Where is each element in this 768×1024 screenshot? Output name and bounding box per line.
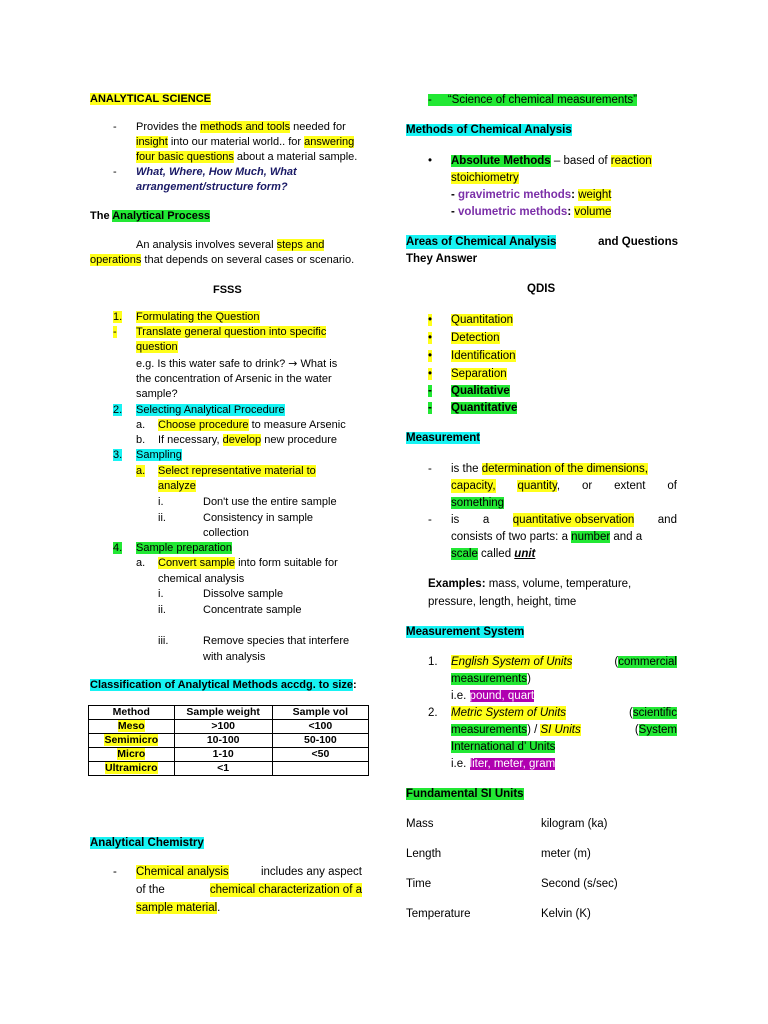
step-1-sub-line-2: question [136, 341, 178, 353]
qdis-item-label: Qualitative [451, 385, 510, 397]
table-header-row [89, 706, 369, 720]
table-cell-method: Semimicro [89, 734, 175, 748]
step-2-number: 2. [113, 404, 123, 416]
step-3-label: Sampling [136, 449, 182, 461]
step-1-example-line-2: the concentration of Arsenic in the water [136, 373, 332, 385]
volumetric-line: - volumetric methods: volume [451, 206, 612, 218]
intro-line-1: Provides the methods and tools needed for [136, 121, 346, 133]
system-number-1: 1. [428, 656, 438, 668]
step-2b-text: If necessary, develop new procedure [158, 434, 337, 446]
metric-system-line-1: Metric System of Units (scientific [451, 707, 677, 719]
table-cell: <1 [174, 762, 272, 776]
qdis-item: • [428, 350, 433, 362]
table-cell: 1-10 [174, 748, 272, 762]
step-2a-text: Choose procedure to measure Arsenic [158, 419, 346, 431]
process-paragraph-line-1: An analysis involves several steps and [136, 239, 325, 251]
qdis-item: • [428, 332, 433, 344]
quote-line: - “Science of chemical measurements” [428, 94, 638, 106]
metric-system-line-3: International d’ Units [451, 741, 556, 753]
step-4iii-line-1: Remove species that interfere [203, 635, 350, 647]
absolute-methods-bullet: • [428, 155, 433, 167]
analytical-chemistry-heading: Analytical Chemistry [90, 837, 204, 849]
table-cell: 10-100 [174, 734, 272, 748]
qdis-item: • [428, 368, 433, 380]
fsss-title: FSSS [213, 284, 242, 296]
step-4i-text: Dissolve sample [203, 588, 284, 600]
table-header-cell: Sample weight [174, 706, 272, 720]
step-4ii-numeral: ii. [158, 604, 166, 616]
four-questions-line-1: What, Where, How Much, What [136, 166, 297, 178]
si-quantity: Time [406, 878, 432, 890]
table-cell-method: Ultramicro [89, 762, 175, 776]
chem-line-1: Chemical analysis includes any aspect [136, 866, 362, 878]
measurement-dash-2: - [428, 514, 432, 526]
qdis-item-label: Quantitative [451, 402, 518, 414]
measurement-dash-1: - [428, 463, 432, 475]
step-2-label: Selecting Analytical Procedure [136, 404, 285, 416]
step-3i-numeral: i. [158, 496, 164, 508]
measurement-line-4: is a quantitative observation and [451, 514, 677, 526]
table-cell-method: Micro [89, 748, 175, 762]
si-quantity: Mass [406, 818, 434, 830]
measurement-line-5: consists of two parts: a number and a [451, 531, 643, 543]
step-1-example-line-3: sample? [136, 388, 178, 400]
table-row [89, 720, 369, 734]
analytical-process-heading: The Analytical Process [90, 210, 211, 222]
step-3-number: 3. [113, 449, 123, 461]
si-quantity: Temperature [406, 908, 471, 920]
heading-analytical-science: ANALYTICAL SCIENCE [90, 93, 212, 105]
step-4a-line-2: chemical analysis [158, 573, 245, 585]
metric-system-line-2: measurements) / SI Units (System [451, 724, 677, 736]
step-3ii-numeral: ii. [158, 512, 166, 524]
step-1-label: Formulating the Question [136, 311, 260, 323]
measurement-line-3: something [451, 497, 505, 509]
qdis-item-label: Separation [451, 368, 507, 380]
step-4iii-line-2: with analysis [203, 651, 266, 663]
english-system-line-3: i.e. pound, quart [451, 690, 535, 702]
table-row [89, 734, 369, 748]
step-4ii-text: Concentrate sample [203, 604, 302, 616]
absolute-methods-line-2: stoichiometry [451, 172, 519, 184]
qdis-item-label: Detection [451, 332, 500, 344]
step-3i-text: Don't use the entire sample [203, 496, 337, 508]
table-cell: 50-100 [272, 734, 368, 748]
intro-bullet-dash: - [113, 121, 117, 133]
table-header-cell: Method [89, 706, 175, 720]
qdis-item: - [428, 385, 432, 397]
si-quantity: Length [406, 848, 442, 860]
qdis-item: - [428, 402, 432, 414]
table-cell: <100 [272, 720, 368, 734]
chem-line-2: of the chemical characterization of a [136, 884, 362, 896]
english-system-line-1: English System of Units (commercial [451, 656, 677, 668]
table-row [89, 762, 369, 776]
methods-heading: Methods of Chemical Analysis [406, 124, 572, 136]
step-4-label: Sample preparation [136, 542, 233, 554]
chem-line-3: sample material. [136, 902, 221, 914]
step-1-number: 1. [113, 311, 123, 323]
areas-heading-line-2: They Answer [406, 253, 478, 265]
step-1-sub-line-1: Translate general question into specific [136, 326, 327, 338]
step-2b-letter: b. [136, 434, 146, 446]
measurement-line-1: is the determination of the dimensions, [451, 463, 648, 475]
absolute-methods-line-1: Absolute Methods – based of reaction [451, 155, 652, 167]
measurement-system-heading: Measurement System [406, 626, 525, 638]
table-cell: <50 [272, 748, 368, 762]
step-3a-letter: a. [136, 465, 146, 477]
table-cell: >100 [174, 720, 272, 734]
measurement-line-6: scale called unit [451, 548, 536, 560]
four-questions-line-2: arrangement/structure form? [136, 181, 288, 193]
si-unit: kilogram (ka) [541, 818, 608, 830]
intro-bullet-dash-2: - [113, 166, 117, 178]
qdis-title: QDIS [527, 283, 556, 295]
si-unit: Second (s/sec) [541, 878, 618, 890]
step-4a-line-1: Convert sample into form suitable for [158, 557, 338, 569]
metric-system-line-4: i.e. liter, meter, gram [451, 758, 556, 770]
step-3a-line-2: analyze [158, 480, 196, 492]
measurement-heading: Measurement [406, 432, 481, 444]
step-4a-letter: a. [136, 557, 146, 569]
process-paragraph-line-2: operations that depends on several cases or scenario. [90, 254, 355, 266]
si-units-heading: Fundamental SI Units [406, 788, 524, 800]
classification-heading: Classification of Analytical Methods accdg. to size: [90, 679, 357, 691]
english-system-line-2: measurements) [451, 673, 531, 685]
chem-dash: - [113, 866, 117, 878]
arrow-right-icon: → [288, 357, 298, 370]
step-4-number: 4. [113, 542, 123, 554]
examples-line-2: pressure, length, height, time [428, 596, 577, 608]
step-3a-line-1: Select representative material to [158, 465, 316, 477]
gravimetric-line: - gravimetric methods: weight [451, 189, 612, 201]
intro-line-3: four basic questions about a material sample. [136, 151, 358, 163]
step-1-dash: - [113, 326, 117, 338]
areas-heading-line-1: Areas of Chemical Analysis and Questions [406, 236, 678, 248]
step-1-example-line-1: e.g. Is this water safe to drink? → What is [136, 357, 338, 370]
si-unit: meter (m) [541, 848, 591, 860]
si-unit: Kelvin (K) [541, 908, 591, 920]
step-4i-numeral: i. [158, 588, 164, 600]
qdis-item-label: Quantitation [451, 314, 514, 326]
examples-line-1: Examples: mass, volume, temperature, [428, 578, 632, 590]
step-3ii-line-1: Consistency in sample [203, 512, 314, 524]
table-row [89, 748, 369, 762]
step-3ii-line-2: collection [203, 527, 249, 539]
qdis-item: • [428, 314, 433, 326]
qdis-item-label: Identification [451, 350, 516, 362]
classification-table [88, 705, 369, 776]
step-4iii-numeral: iii. [158, 635, 169, 647]
step-2a-letter: a. [136, 419, 146, 431]
table-cell [272, 762, 368, 776]
table-header-cell: Sample vol [272, 706, 368, 720]
measurement-line-2: capacity, quantity, or extent of [451, 480, 677, 492]
table-cell-method: Meso [89, 720, 175, 734]
system-number-2: 2. [428, 707, 438, 719]
intro-line-2: insight into our material world.. for answering [136, 136, 355, 148]
